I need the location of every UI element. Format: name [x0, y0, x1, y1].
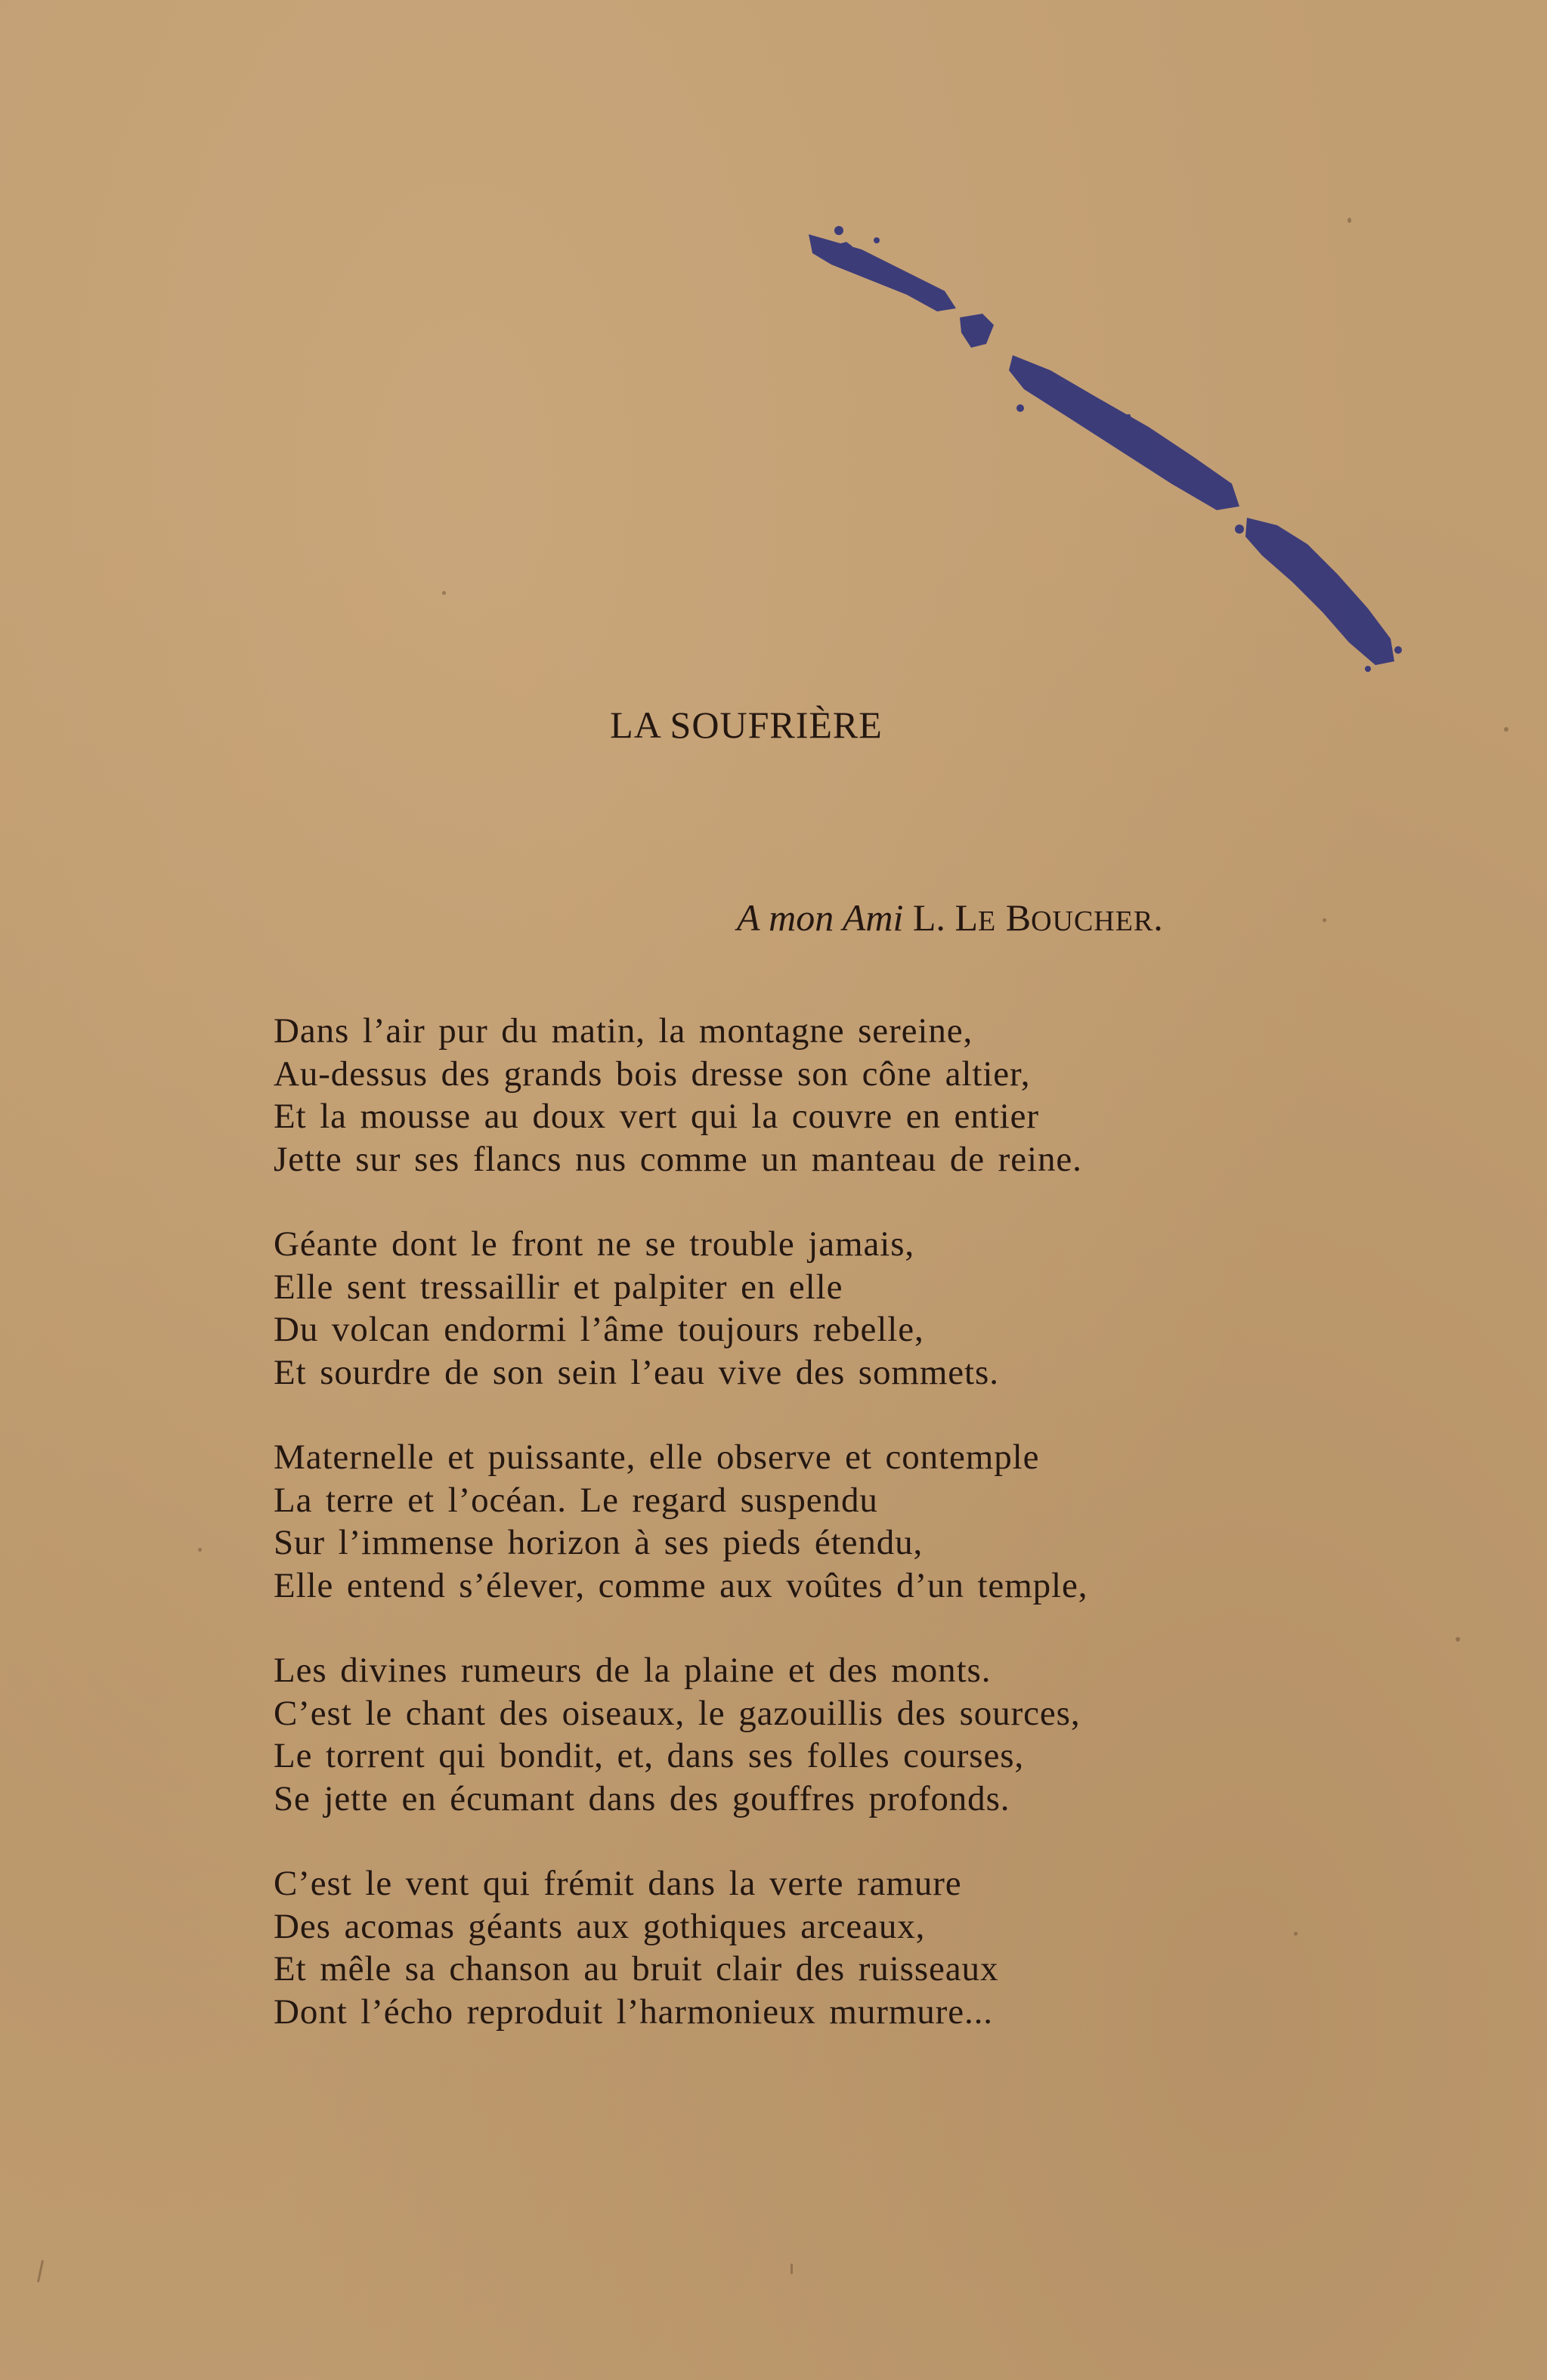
verse: C’est le chant des oiseaux, le gazouillis des sources, [274, 1693, 1081, 1733]
verse: Elle entend s’élever, comme aux voûtes d’un temple, [274, 1565, 1088, 1605]
dedication-name: LE BOUCHER. [954, 896, 1163, 939]
stanza-1 [274, 1010, 1332, 1181]
verse: Dans l’air pur du matin, la montagne sereine, [274, 1011, 973, 1051]
verse: La terre et l’océan. Le regard suspendu [274, 1480, 878, 1520]
poem-body [274, 1010, 1332, 2075]
verse: Jette sur ses flancs nus comme un manteau de reine. [274, 1139, 1082, 1179]
verse: C’est le vent qui frémit dans la verte ramure [274, 1864, 962, 1903]
paper-speck [1294, 1932, 1298, 1936]
stanza-3 [274, 1436, 1332, 1607]
stanza-2 [274, 1223, 1332, 1394]
verse: Maternelle et puissante, elle observe et contemple [274, 1438, 1040, 1477]
verse: Elle sent tressaillir et palpiter en elle [274, 1267, 843, 1307]
verse: Et mêle sa chanson au bruit clair des ruisseaux [274, 1949, 999, 1988]
paper-speck [198, 1548, 202, 1552]
verse: Les divines rumeurs de la plaine et des monts. [274, 1651, 992, 1690]
verse: Et la mousse au doux vert qui la couvre en entier [274, 1097, 1039, 1136]
stanza-4 [274, 1649, 1332, 1820]
paper-speck [37, 2260, 44, 2283]
paper-speck [1504, 727, 1508, 732]
paper-speck [1323, 918, 1326, 922]
dedication-italic: A mon Ami [737, 896, 904, 939]
paper-speck [442, 591, 446, 595]
dedication-initial: L. [912, 896, 945, 939]
verse: Géante dont le front ne se trouble jamais, [274, 1224, 915, 1264]
verse: Du volcan endormi l’âme toujours rebelle, [274, 1310, 924, 1349]
verse: Des acomas géants aux gothiques arceaux, [274, 1906, 926, 1946]
verse: Au-dessus des grands bois dresse son cône altier, [274, 1054, 1031, 1094]
verse: Et sourdre de son sein l’eau vive des sommets. [274, 1352, 999, 1392]
paper-speck [1456, 1637, 1460, 1642]
verse: Se jette en écumant dans des gouffres profonds. [274, 1778, 1010, 1818]
paper-speck [1347, 218, 1351, 223]
ink-stamp-mark [794, 219, 1413, 688]
poem-title: LA SOUFRIÈRE [610, 704, 883, 746]
verse: Le torrent qui bondit, et, dans ses folles courses, [274, 1736, 1025, 1775]
paper-speck [791, 2264, 793, 2274]
verse: Dont l’écho reproduit l’harmonieux murmure... [274, 1992, 993, 2032]
dedication [737, 896, 1163, 939]
stanza-5 [274, 1862, 1332, 2033]
verse: Sur l’immense horizon à ses pieds étendu, [274, 1523, 924, 1562]
